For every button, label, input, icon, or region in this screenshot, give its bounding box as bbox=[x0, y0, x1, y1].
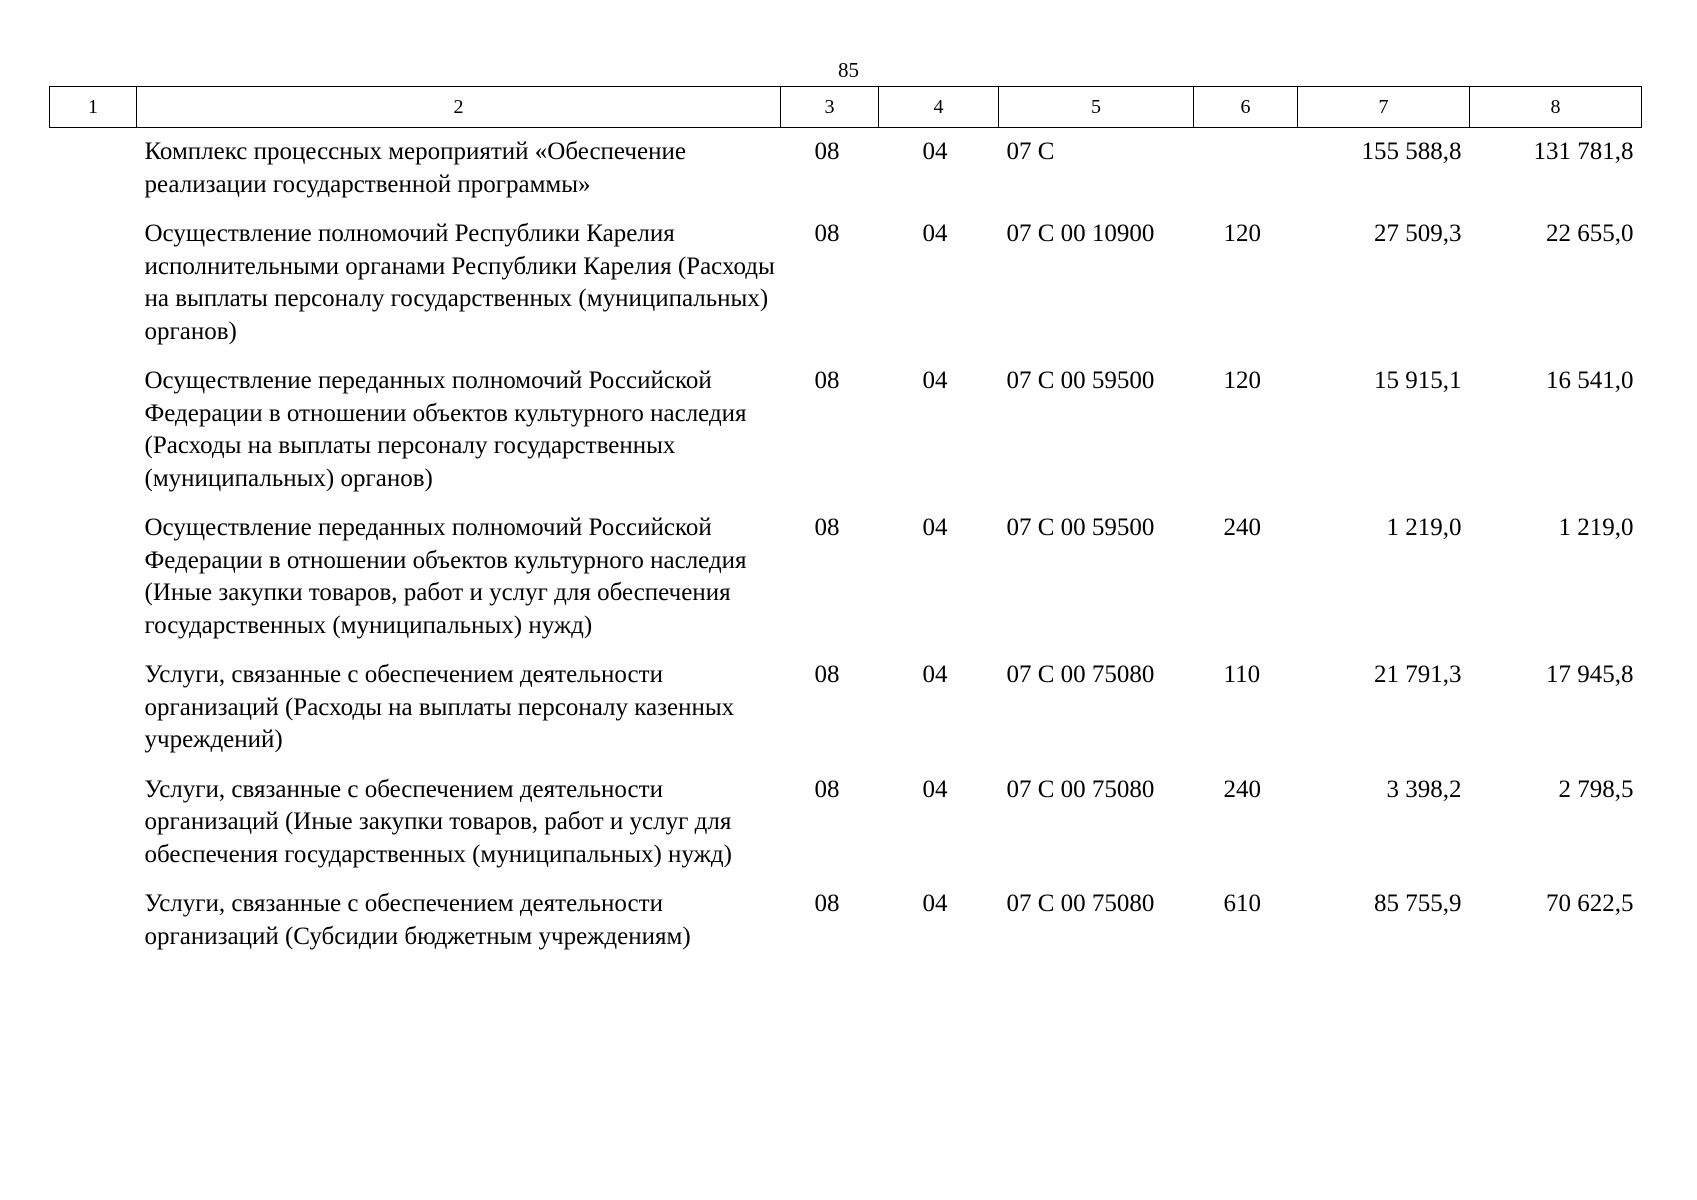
cell-name: Услуги, связанные с обеспечением деятельности организаций (Расходы на выплаты персоналу казенных учреждений) bbox=[144, 661, 735, 753]
budget-table bbox=[49, 86, 1642, 964]
cell-empty bbox=[50, 768, 137, 883]
header-col-2: 2 bbox=[137, 87, 781, 128]
cell-vr: 240 bbox=[1223, 514, 1261, 541]
cell-empty bbox=[50, 653, 137, 768]
cell-sum1: 155 588,8 bbox=[1361, 138, 1462, 165]
cell-pr: 04 bbox=[922, 138, 948, 165]
cell-vr: 240 bbox=[1223, 775, 1261, 803]
cell-sum2: 17 945,8 bbox=[1546, 661, 1634, 688]
cell-empty bbox=[50, 212, 137, 359]
cell-pr: 04 bbox=[922, 661, 948, 688]
cell-name: Осуществление переданных полномочий Российской Федерации в отношении объектов культурного наследия (Иные закупки товаров, работ и услуг для обеспечения государственных (муниципальных) нужд) bbox=[144, 514, 747, 639]
cell-vr: 110 bbox=[1223, 661, 1261, 688]
table-row bbox=[50, 212, 1642, 359]
cell-name: Осуществление переданных полномочий Российской Федерации в отношении объектов культурного наследия (Расходы на выплаты персоналу государственных (муниципальных) органов) bbox=[144, 367, 747, 492]
cell-rz: 08 bbox=[814, 775, 840, 803]
cell-sum2: 131 781,8 bbox=[1533, 138, 1634, 165]
cell-rz: 08 bbox=[814, 661, 840, 688]
cell-empty bbox=[50, 506, 137, 653]
cell-name: Осуществление полномочий Республики Карелия исполнительными органами Республики Карелия (Расходы на выплаты персоналу государственных (муниципальных) органов) bbox=[144, 220, 775, 345]
header-col-1: 1 bbox=[50, 87, 137, 128]
cell-sum1: 3 398,2 bbox=[1386, 775, 1462, 803]
cell-csr: 07 С 00 75080 bbox=[1006, 661, 1155, 688]
cell-rz: 08 bbox=[814, 138, 840, 165]
cell-name: Услуги, связанные с обеспечением деятельности организаций (Субсидии бюджетным учреждениям) bbox=[144, 890, 691, 950]
table-body bbox=[50, 128, 1642, 965]
cell-rz: 08 bbox=[814, 220, 840, 247]
cell-sum1: 27 509,3 bbox=[1374, 220, 1462, 247]
cell-csr: 07 С 00 75080 bbox=[1006, 890, 1155, 917]
cell-csr: 07 С 00 75080 bbox=[1006, 775, 1155, 803]
table-row bbox=[50, 882, 1642, 964]
header-col-8: 8 bbox=[1470, 87, 1642, 128]
cell-csr: 07 С 00 59500 bbox=[1006, 367, 1155, 394]
cell-sum2: 22 655,0 bbox=[1546, 220, 1634, 247]
header-row bbox=[50, 87, 1642, 128]
cell-rz: 08 bbox=[814, 514, 840, 541]
cell-pr: 04 bbox=[922, 514, 948, 541]
table-header bbox=[50, 87, 1642, 128]
cell-csr: 07 С bbox=[1006, 138, 1055, 165]
header-col-5: 5 bbox=[999, 87, 1194, 128]
cell-pr: 04 bbox=[922, 775, 948, 803]
cell-rz: 08 bbox=[814, 890, 840, 917]
cell-csr: 07 С 00 10900 bbox=[1006, 220, 1155, 247]
cell-sum1: 21 791,3 bbox=[1374, 661, 1462, 688]
cell-empty bbox=[50, 882, 137, 964]
cell-pr: 04 bbox=[922, 220, 948, 247]
cell-vr: 610 bbox=[1223, 890, 1261, 917]
cell-sum1: 85 755,9 bbox=[1374, 890, 1462, 917]
cell-pr: 04 bbox=[922, 367, 948, 394]
cell-csr: 07 С 00 59500 bbox=[1006, 514, 1155, 541]
cell-vr: 120 bbox=[1223, 220, 1261, 247]
cell-sum2: 1 219,0 bbox=[1558, 514, 1634, 541]
table-row bbox=[50, 768, 1642, 883]
table-row bbox=[50, 128, 1642, 213]
cell-name: Комплекс процессных мероприятий «Обеспечение реализации государственной программы» bbox=[144, 138, 686, 198]
cell-sum2: 16 541,0 bbox=[1546, 367, 1634, 394]
header-col-7: 7 bbox=[1298, 87, 1470, 128]
table-row bbox=[50, 359, 1642, 506]
table-row bbox=[50, 506, 1642, 653]
cell-sum1: 15 915,1 bbox=[1374, 367, 1462, 394]
header-col-6: 6 bbox=[1194, 87, 1298, 128]
page-number: 85 bbox=[838, 58, 859, 82]
table-row bbox=[50, 653, 1642, 768]
cell-name: Услуги, связанные с обеспечением деятельности организаций (Иные закупки товаров, работ и услуг для обеспечения государственных (муниципальных) нужд) bbox=[144, 775, 732, 868]
cell-empty bbox=[50, 359, 137, 506]
cell-vr bbox=[1194, 128, 1298, 213]
cell-sum2: 70 622,5 bbox=[1546, 890, 1634, 917]
cell-sum1: 1 219,0 bbox=[1386, 514, 1462, 541]
header-col-4: 4 bbox=[879, 87, 999, 128]
cell-sum2: 2 798,5 bbox=[1558, 775, 1634, 803]
cell-rz: 08 bbox=[814, 367, 840, 394]
header-col-3: 3 bbox=[781, 87, 879, 128]
cell-empty bbox=[50, 128, 137, 213]
cell-pr: 04 bbox=[922, 890, 948, 917]
cell-vr: 120 bbox=[1223, 367, 1261, 394]
